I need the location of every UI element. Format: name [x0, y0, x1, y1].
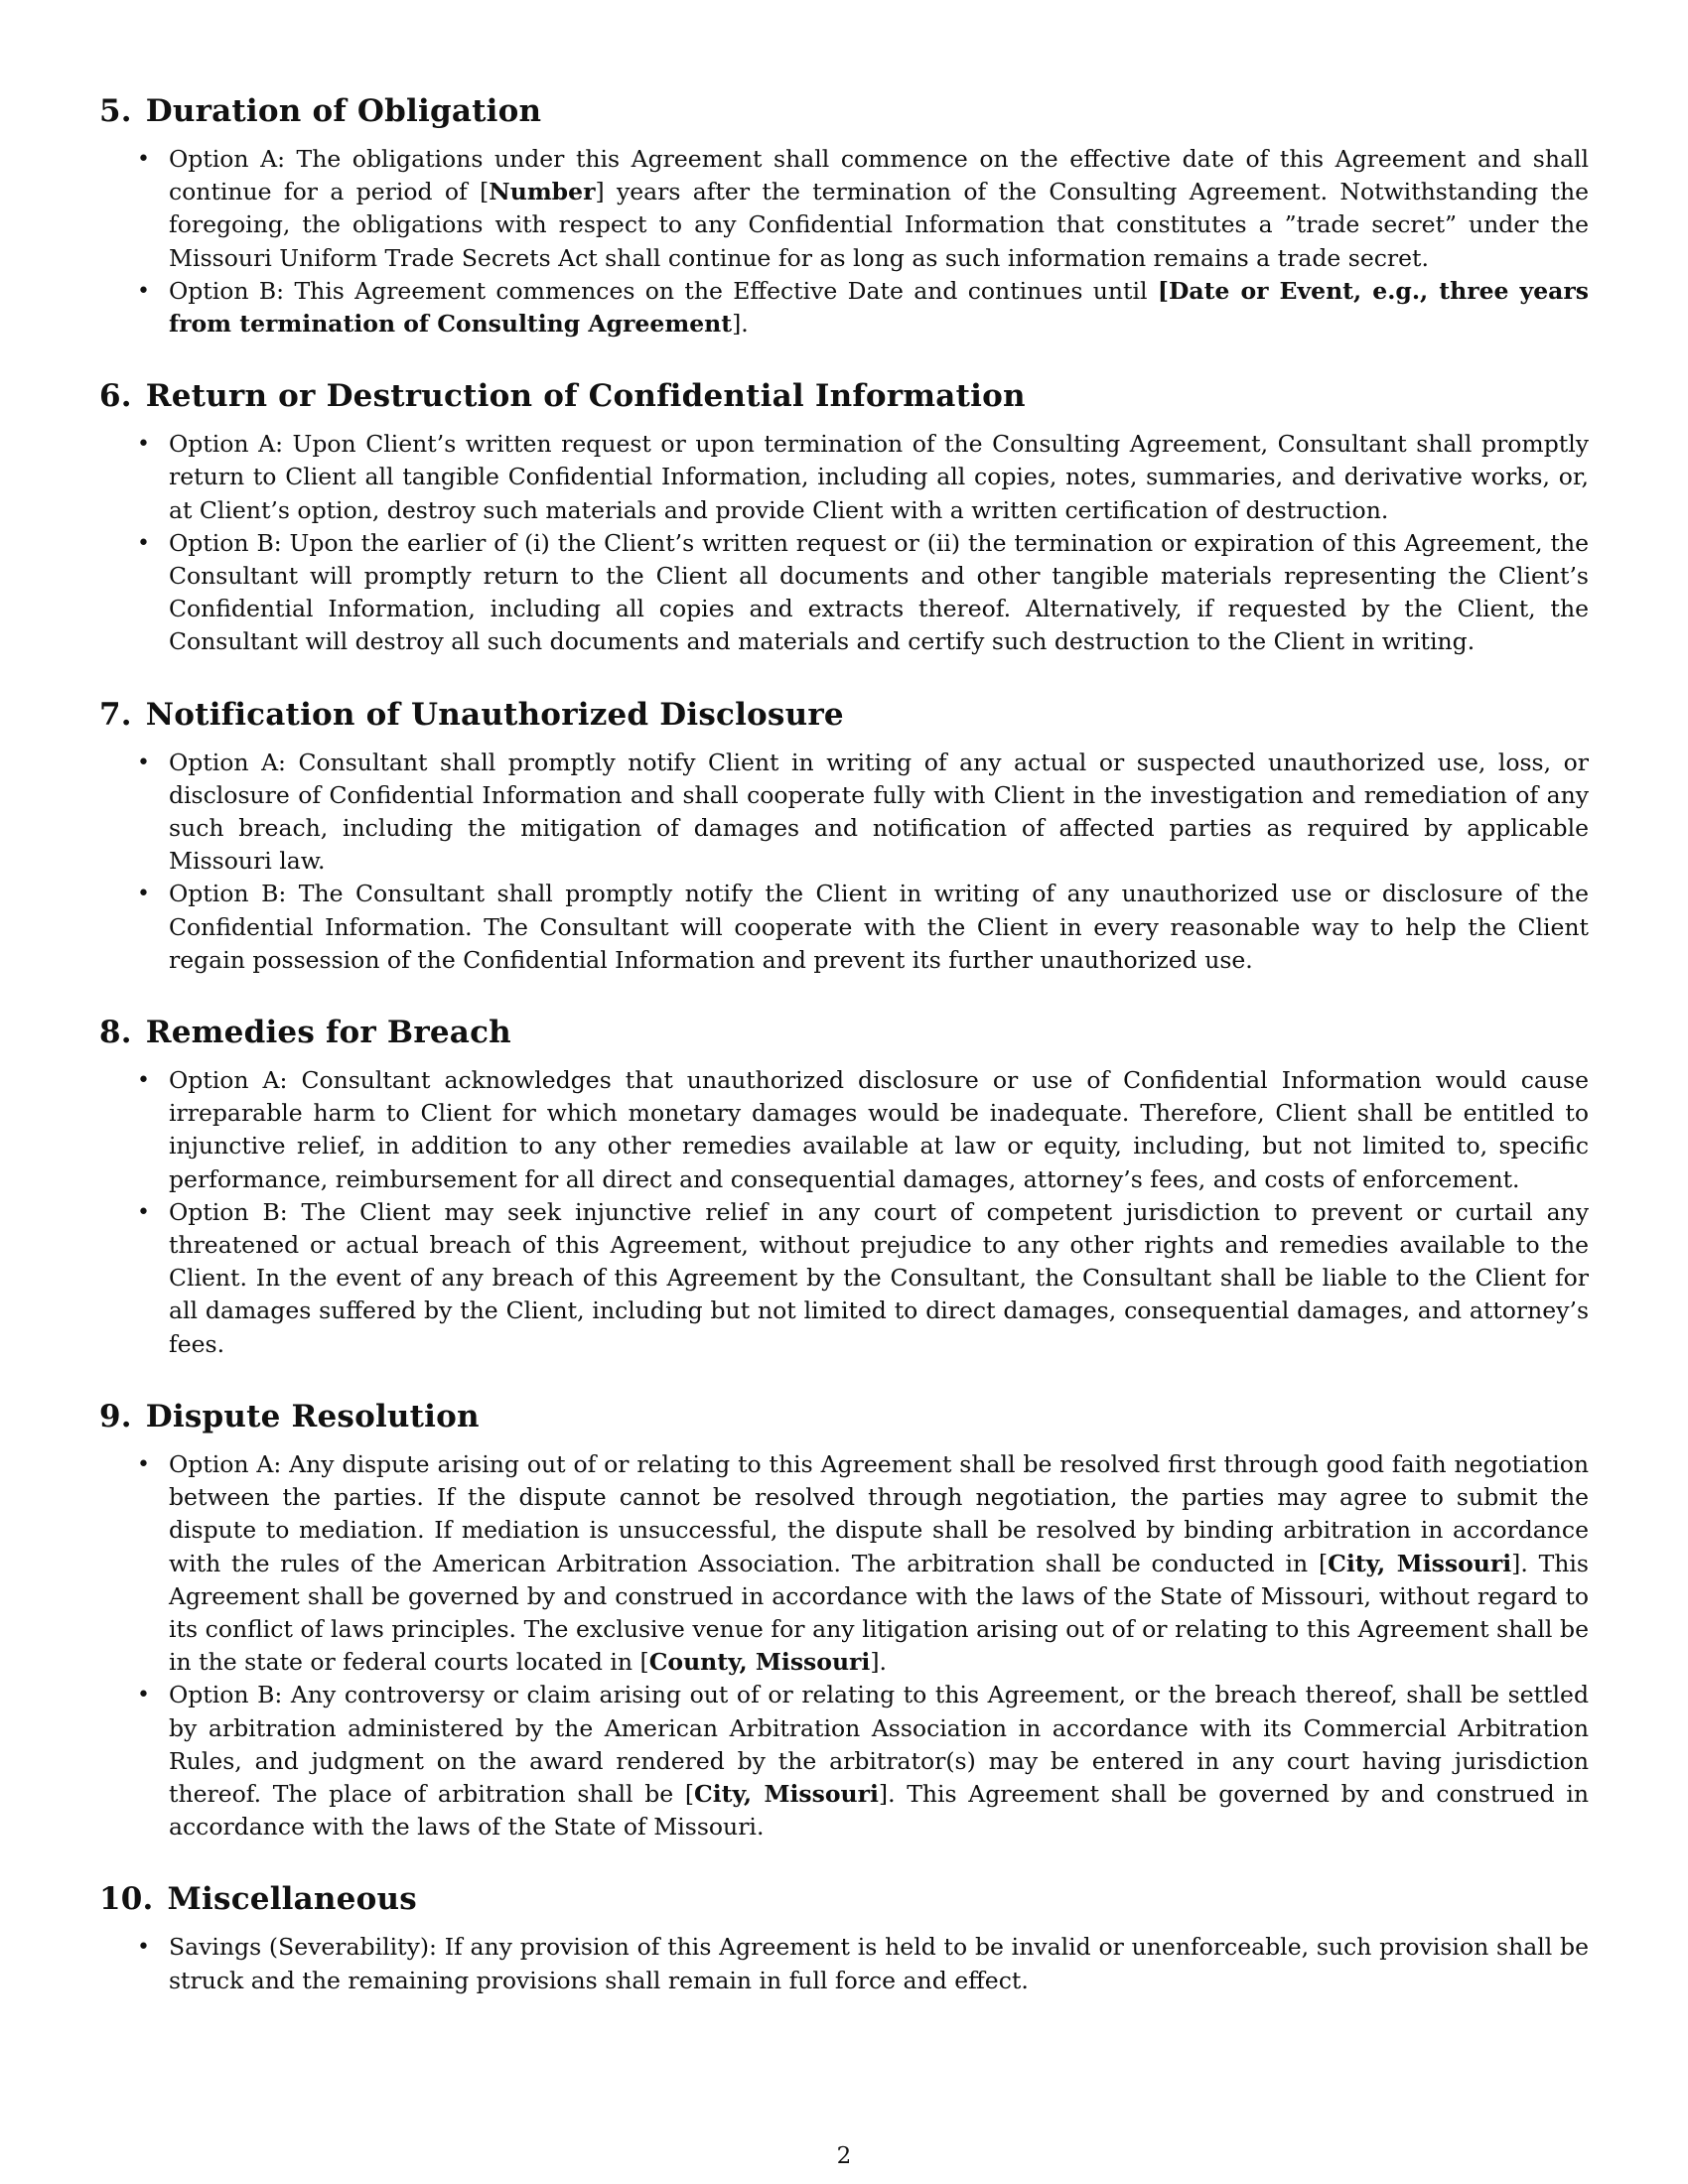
clause-text: Option A: Consultant acknowledges that unauthorized disclosure or use of Confidential Information would cause irreparable harm to Client for which monetary damages would be inadequate. Therefore, Client shall be entitled to injunctive relief, in addition to any other remedies available at law or equity, including, but not limited to, specific performance, reimbursement for all direct and consequential damages, attorney’s fees, and costs of enforcement.: [169, 1066, 1589, 1193]
option-item: [99, 1931, 1589, 1996]
bullet-icon: •: [137, 750, 150, 775]
clause-text: Option A: Consultant shall promptly notify Client in writing of any actual or suspected unauthorized use, loss, or disclosure of Confidential Information and shall cooperate fully with Client in the investigation and remediation of any such breach, including the mitigation of damages and notification of affected parties as required by applicable Missouri law.: [169, 748, 1589, 876]
section: [99, 1879, 1589, 1996]
section-title: Remedies for Breach: [145, 1015, 511, 1051]
placeholder-text: [Date or Event, e.g., three years from termination of Consulting Agreement: [169, 276, 1589, 339]
section-title: Dispute Resolution: [145, 1398, 480, 1434]
option-item: [99, 1448, 1589, 1679]
section: [99, 695, 1589, 977]
section-number: 6.: [99, 378, 132, 415]
option-item: [99, 1679, 1589, 1843]
option-item: [99, 527, 1589, 659]
placeholder-text: County, Missouri: [648, 1648, 871, 1677]
clause-text: ] years after the termination of the Consulting Agreement. Notwithstanding the foregoing, the obligations with respect to any Confidential Information that constitutes a ”trade secret” under the Missouri Uniform Trade Secrets Act shall continue for as long as such information remains a trade secret.: [169, 178, 1589, 272]
option-list: [99, 1064, 1589, 1361]
option-item: [99, 1064, 1589, 1196]
section: [99, 1013, 1589, 1361]
section-title: Miscellaneous: [167, 1881, 417, 1918]
clause-text: ].: [870, 1648, 887, 1677]
option-list: [99, 1448, 1589, 1843]
bullet-icon: •: [137, 432, 150, 458]
section-number: 9.: [99, 1398, 132, 1434]
page-number: 2: [836, 2143, 852, 2169]
clause-text: Option A: Any dispute arising out of or relating to this Agreement shall be resolved first through good faith negotiation between the parties. If the dispute cannot be resolved through negotiation, the parties may agree to submit the dispute to mediation. If mediation is unsuccessful, the dispute shall be resolved by binding arbitration in accordance with the rules of the American Arbitration Association. The arbitration shall be conducted in [: [169, 1449, 1589, 1577]
section-heading: [99, 1397, 1589, 1436]
option-list: [99, 1931, 1589, 1996]
bullet-icon: •: [137, 530, 150, 556]
section-heading: [99, 1013, 1589, 1052]
document-page: [99, 91, 1589, 2033]
clause-text: ].: [732, 310, 749, 339]
section-title: Notification of Unauthorized Disclosure: [145, 696, 844, 733]
bullet-icon: •: [137, 278, 150, 304]
bullet-icon: •: [137, 1935, 150, 1961]
option-list: [99, 747, 1589, 977]
section-number: 5.: [99, 93, 132, 129]
section-number: 10.: [99, 1881, 154, 1918]
bullet-icon: •: [137, 1683, 150, 1708]
clause-text: Option A: The obligations under this Agreement shall commence on the effective date of this Agreement and shall continue for a period of [: [169, 145, 1589, 206]
clause-text: Option B: The Client may seek injunctive relief in any court of competent jurisdiction to prevent or curtail any threatened or actual breach of this Agreement, without prejudice to any other rights and remedies available to the Client. In the event of any breach of this Agreement by the Consultant, the Consultant shall be liable to the Client for all damages suffered by the Client, including but not limited to direct damages, consequential damages, and attorney’s fees.: [169, 1197, 1589, 1358]
option-item: [99, 1196, 1589, 1361]
option-item: [99, 878, 1589, 977]
placeholder-text: City, Missouri: [1328, 1549, 1512, 1577]
clause-text: ]. This Agreement shall be governed by and construed in accordance with the laws of the State of Missouri.: [169, 1779, 1589, 1842]
option-item: [99, 428, 1589, 527]
section: [99, 91, 1589, 341]
bullet-icon: •: [137, 1068, 150, 1094]
section: [99, 376, 1589, 658]
placeholder-text: Number: [489, 178, 596, 206]
section-number: 8.: [99, 1015, 132, 1051]
option-item: [99, 275, 1589, 341]
clause-text: Option B: The Consultant shall promptly notify the Client in writing of any unauthorized use or disclosure of the Confidential Information. The Consultant will cooperate with the Client in every reasonable way to help the Client regain possession of the Confidential Information and prevent its further unauthorized use.: [169, 880, 1589, 974]
bullet-icon: •: [137, 147, 150, 172]
section-title: Return or Destruction of Confidential Information: [145, 378, 1026, 415]
option-list: [99, 143, 1589, 341]
clause-text: Option B: Upon the earlier of (i) the Client’s written request or (ii) the termination or expiration of this Agreement, the Consultant will promptly return to the Client all documents and other tangible materials representing the Client’s Confidential Information, including all copies and extracts thereof. Alternatively, if requested by the Client, the Consultant will destroy all such documents and materials and certify such destruction to the Client in writing.: [169, 528, 1589, 656]
section: [99, 1397, 1589, 1843]
bullet-icon: •: [137, 1199, 150, 1225]
clause-text: Option A: Upon Client’s written request or upon termination of the Consulting Agreement, Consultant shall promptly return to Client all tangible Confidential Information, including all copies, notes, summaries, and derivative works, or, at Client’s option, destroy such materials and provide Client with a written certification of destruction.: [169, 430, 1589, 524]
placeholder-text: City, Missouri: [694, 1779, 879, 1808]
option-item: [99, 747, 1589, 879]
option-item: [99, 143, 1589, 275]
clause-text: Option B: Any controversy or claim arising out of or relating to this Agreement, or the breach thereof, shall be settled by arbitration administered by the American Arbitration Association in accordance with its Commercial Arbitration Rules, and judgment on the award rendered by the arbitrator(s) may be entered in any court having jurisdiction thereof. The place of arbitration shall be [: [169, 1681, 1589, 1808]
clause-text: Option B: This Agreement commences on the Effective Date and continues until: [169, 276, 1158, 305]
section-heading: [99, 376, 1589, 416]
bullet-icon: •: [137, 882, 150, 907]
clause-text: ]. This Agreement shall be governed by and construed in accordance with the laws of the State of Missouri, without regard to its conflict of laws principles. The exclusive venue for any litigation arising out of or relating to this Agreement shall be in the state or federal courts located in [: [169, 1549, 1589, 1677]
section-heading: [99, 1879, 1589, 1919]
section-heading: [99, 91, 1589, 131]
bullet-icon: •: [137, 1451, 150, 1477]
clause-text: Savings (Severability): If any provision of this Agreement is held to be invalid or unenforceable, such provision shall be struck and the remaining provisions shall remain in full force and effect.: [169, 1933, 1589, 1994]
section-heading: [99, 695, 1589, 735]
section-title: Duration of Obligation: [145, 93, 542, 129]
section-number: 7.: [99, 696, 132, 733]
option-list: [99, 428, 1589, 658]
